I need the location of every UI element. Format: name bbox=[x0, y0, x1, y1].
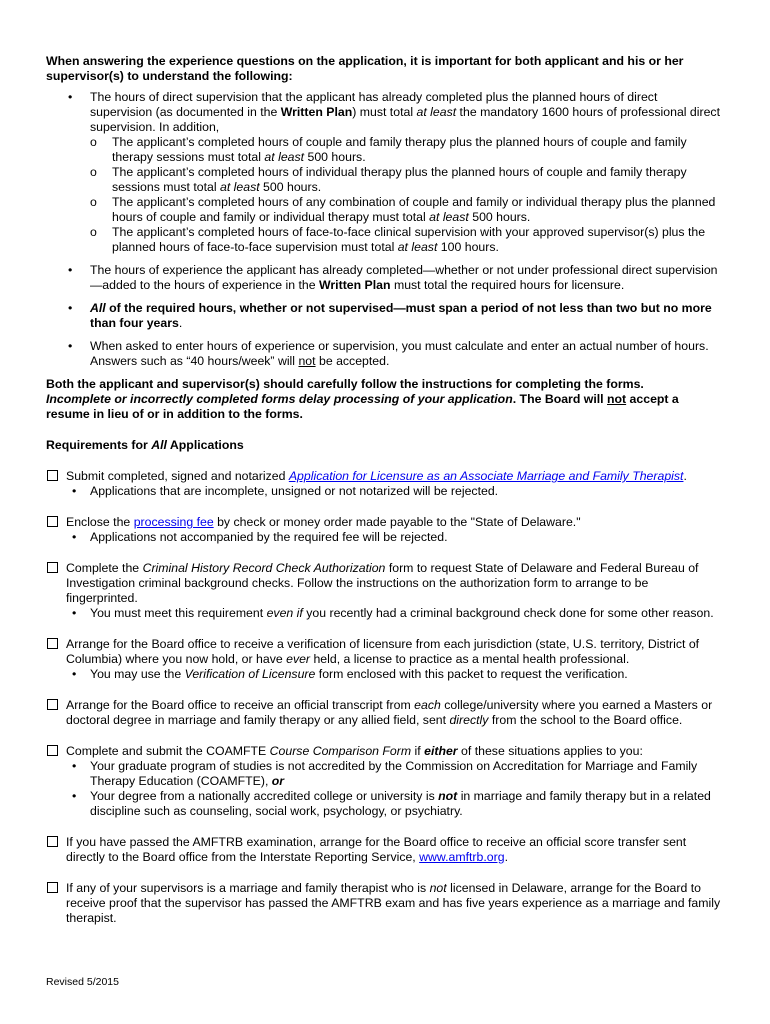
checkbox-fee[interactable] bbox=[47, 516, 58, 527]
checkbox-course-comparison[interactable] bbox=[47, 745, 58, 756]
experience-bullets bbox=[46, 90, 722, 369]
application-form-link[interactable]: Application for Licensure as an Associate Marriage and Family Therapist bbox=[288, 469, 684, 483]
sub-item-couple-family: o The applicant’s completed hours of couple and family therapy plus the planned hours of couple and family therapy sessions must total at least 500 hours. bbox=[90, 135, 722, 165]
sub-item-combination: o The applicant’s completed hours of any combination of couple and family or individual therapy plus the planned hours of couple and family or individual therapy must total at least 500 hours. bbox=[90, 195, 722, 225]
requirement-supervisor-proof: If any of your supervisors is a marriage and family therapist who is not licensed in Delaware, arrange for the Board to receive proof that the supervisor has passed the AMFTRB exam and has five years experience as a marriage and family therapist. bbox=[46, 881, 722, 926]
requirement-fee: Enclose the processing fee by check or money order made payable to the "State of Delaware." • Applications not accompanied by the required fee will be rejected. bbox=[46, 515, 722, 545]
note-not-accredited: • Your graduate program of studies is not accredited by the Commission on Accreditation for Marriage and Family Therapy Education (COAMFTE), or bbox=[66, 759, 722, 789]
revision-footer: Revised 5/2015 bbox=[46, 976, 119, 988]
note-verification-form: • You may use the Verification of Licensure form enclosed with this packet to request the verification. bbox=[66, 667, 722, 682]
document-body bbox=[46, 54, 722, 942]
note-related-discipline: • Your degree from a nationally accredited college or university is not in marriage and family therapy but in a related discipline such as counseling, social work, psychology, or psychiatry. bbox=[66, 789, 722, 819]
sub-item-face-to-face: o The applicant’s completed hours of face-to-face clinical supervision with your approved supervisor(s) plus the planned hours of face-to-face supervision must total at least 100 hours. bbox=[90, 225, 722, 255]
instructions-notice: Both the applicant and supervisor(s) should carefully follow the instructions for completing the forms. Incomplete or incorrectly completed forms delay processing of your application. The Board will not accept a resume in lieu of or in addition to the forms. bbox=[46, 377, 679, 421]
note-fee-rejected: • Applications not accompanied by the required fee will be rejected. bbox=[66, 530, 722, 545]
requirement-score-transfer: If you have passed the AMFTRB examination, arrange for the Board office to receive an official score transfer sent directly to the Board office from the Interstate Reporting Service, www.amftrb.org. bbox=[46, 835, 722, 865]
bullet-direct-supervision: • The hours of direct supervision that the applicant has already completed plus the planned hours of direct supervision (as documented in the Written Plan) must total at least the mandatory 1600 hours of professional direct supervision. In addition, o The applicant’s completed hours of couple and family therapy plus the planned hours of couple and family therapy sessions must total at least 500 hours. o The applicant’s completed hours of individual therapy plus the planned hours of couple and family therapy sessions must total at least 500 hours. o The applicant’s completed hours of any combination of couple and family or individual therapy plus the planned hours of couple and family or individual therapy must total at least 500 hours. o The applicant’s completed hours of face-to-face clinical supervision with your approved supervisor(s) plus the planned hours of face-to-face supervision must total at least 100 hours. bbox=[46, 90, 722, 255]
checkbox-application[interactable] bbox=[47, 470, 58, 481]
requirements-heading: Requirements for All Applications bbox=[46, 438, 244, 452]
checkbox-transcript[interactable] bbox=[47, 699, 58, 710]
requirement-licensure-verification: Arrange for the Board office to receive a verification of licensure from each jurisdiction (state, U.S. territory, District of Columbia) where you now hold, or have ever held, a license to practice as a mental health professional. • You may use the Verification of Licensure form enclosed with this packet to request the verification. bbox=[46, 637, 722, 682]
requirement-background-check: Complete the Criminal History Record Check Authorization form to request State of Delaware and Federal Bureau of Investigation criminal background checks. Follow the instructions on the authorization form to arrange to be fingerprinted. • You must meet this requirement even if you recently had a criminal background check done for some other reason. bbox=[46, 561, 722, 621]
written-plan-term: Written Plan bbox=[280, 105, 353, 119]
bullet-experience-hours: • The hours of experience the applicant has already completed—whether or not under professional direct supervision—added to the hours of experience in the Written Plan must total the required hours for licensure. bbox=[46, 263, 722, 293]
amftrb-link[interactable]: www.amftrb.org bbox=[419, 850, 505, 864]
note-background-check: • You must meet this requirement even if you recently had a criminal background check done for some other reason. bbox=[66, 606, 722, 621]
bullet-time-span: • All of the required hours, whether or not supervised—must span a period of not less than two but no more than four years. bbox=[46, 301, 722, 331]
sub-item-individual: o The applicant’s completed hours of individual therapy plus the planned hours of couple and family therapy sessions must total at least 500 hours. bbox=[90, 165, 722, 195]
intro-heading: When answering the experience questions on the application, it is important for both applicant and his or her supervisor(s) to understand the following: bbox=[46, 54, 684, 83]
checkbox-licensure-verification[interactable] bbox=[47, 638, 58, 649]
note-application-rejected: • Applications that are incomplete, unsigned or not notarized will be rejected. bbox=[66, 484, 722, 499]
checkbox-background-check[interactable] bbox=[47, 562, 58, 573]
requirement-application: Submit completed, signed and notarized Application for Licensure as an Associate Marriage and Family Therapist. • Applications that are incomplete, unsigned or not notarized will be rejected. bbox=[46, 469, 722, 499]
requirement-course-comparison: Complete and submit the COAMFTE Course Comparison Form if either of these situations applies to you: • Your graduate program of studies is not accredited by the Commission on Accreditation for Marriage and Family Therapy Education (COAMFTE), or • Your degree from a nationally accredited college or university is not in marriage and family therapy but in a related discipline such as counseling, social work, psychology, or psychiatry. bbox=[46, 744, 722, 819]
processing-fee-link[interactable]: processing fee bbox=[133, 515, 214, 529]
requirement-transcript: Arrange for the Board office to receive an official transcript from each college/university where you earned a Masters or doctoral degree in marriage and family therapy or any allied field, sent directly from the school to the Board office. bbox=[46, 698, 722, 728]
checkbox-supervisor-proof[interactable] bbox=[47, 882, 58, 893]
sub-requirements bbox=[90, 135, 722, 255]
bullet-actual-hours: • When asked to enter hours of experience or supervision, you must calculate and enter an actual number of hours. Answers such as “40 hours/week” will not be accepted. bbox=[46, 339, 722, 369]
checkbox-score-transfer[interactable] bbox=[47, 836, 58, 847]
